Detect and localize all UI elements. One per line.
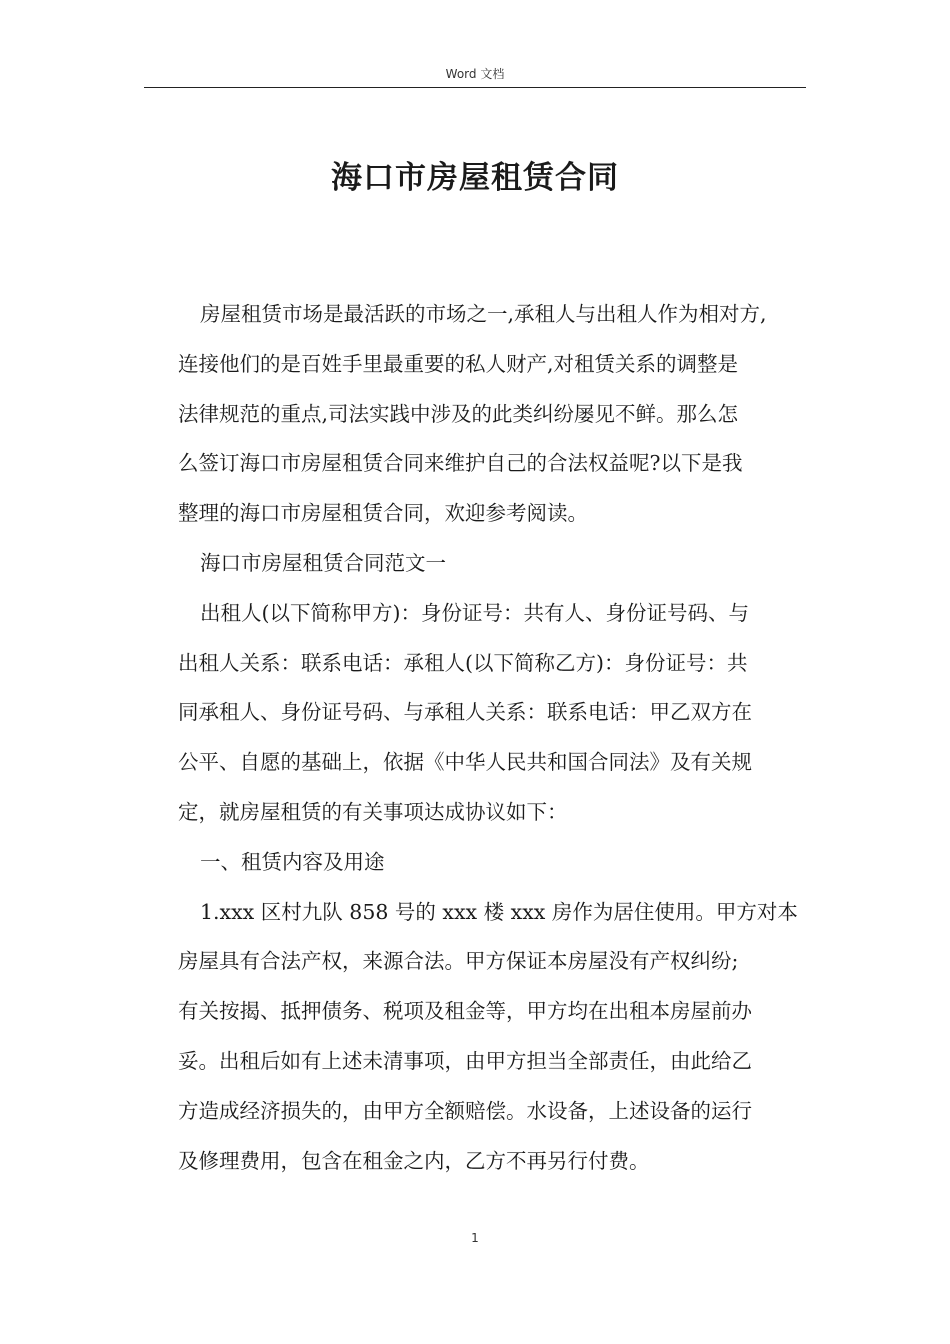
text-line: 连接他们的是百姓手里最重要的私人财产,对租赁关系的调整是 bbox=[178, 351, 739, 376]
parties-paragraph bbox=[178, 589, 818, 838]
text-line: 方造成经济损失的，由甲方全额赔偿。水设备，上述设备的运行 bbox=[178, 1098, 752, 1123]
text-line: 同承租人、身份证号码、与承租人关系：联系电话：甲乙双方在 bbox=[178, 700, 752, 725]
text-line: 1.xxx 区村九队 858 号的 xxx 楼 xxx 房作为居住使用。甲方对本 bbox=[200, 899, 798, 924]
text-line: 有关按揭、抵押债务、税项及租金等，甲方均在出租本房屋前办 bbox=[178, 999, 752, 1024]
document-title: 海口市房屋租赁合同 bbox=[331, 160, 619, 196]
text-line: 妥。出租后如有上述未清事项，由甲方担当全部责任，由此给乙 bbox=[178, 1048, 752, 1073]
intro-paragraph bbox=[178, 290, 818, 539]
text-line: 整理的海口市房屋租赁合同，欢迎参考阅读。 bbox=[178, 501, 588, 526]
text-line: 一、租赁内容及用途 bbox=[200, 849, 385, 874]
text-line: 海口市房屋租赁合同范文一 bbox=[200, 550, 446, 575]
clause-paragraph-1 bbox=[178, 888, 818, 1187]
text-line: 出租人关系：联系电话：承租人(以下简称乙方)：身份证号：共 bbox=[178, 650, 748, 675]
text-line: 法律规范的重点,司法实践中涉及的此类纠纷屡见不鲜。那么怎 bbox=[178, 401, 739, 426]
document-body bbox=[178, 290, 818, 1186]
section-heading-sample-one bbox=[178, 539, 818, 589]
text-line: 房屋具有合法产权，来源合法。甲方保证本房屋没有产权纠纷; bbox=[178, 949, 739, 974]
page-header-label: Word 文档 bbox=[445, 67, 505, 81]
section-heading-lease-content bbox=[178, 838, 818, 888]
text-line: 定，就房屋租赁的有关事项达成协议如下： bbox=[178, 799, 568, 824]
page-number: 1 bbox=[471, 1231, 479, 1245]
text-line: 公平、自愿的基础上，依据《中华人民共和国合同法》及有关规 bbox=[178, 750, 752, 775]
text-line: 么签订海口市房屋租赁合同来维护自己的合法权益呢?以下是我 bbox=[178, 451, 743, 476]
text-line: 及修理费用，包含在租金之内，乙方不再另行付费。 bbox=[178, 1148, 650, 1173]
header-divider bbox=[144, 87, 806, 88]
text-line: 房屋租赁市场是最活跃的市场之一,承租人与出租人作为相对方, bbox=[200, 302, 767, 326]
text-line: 出租人(以下简称甲方)：身份证号：共有人、身份证号码、与 bbox=[200, 600, 749, 625]
